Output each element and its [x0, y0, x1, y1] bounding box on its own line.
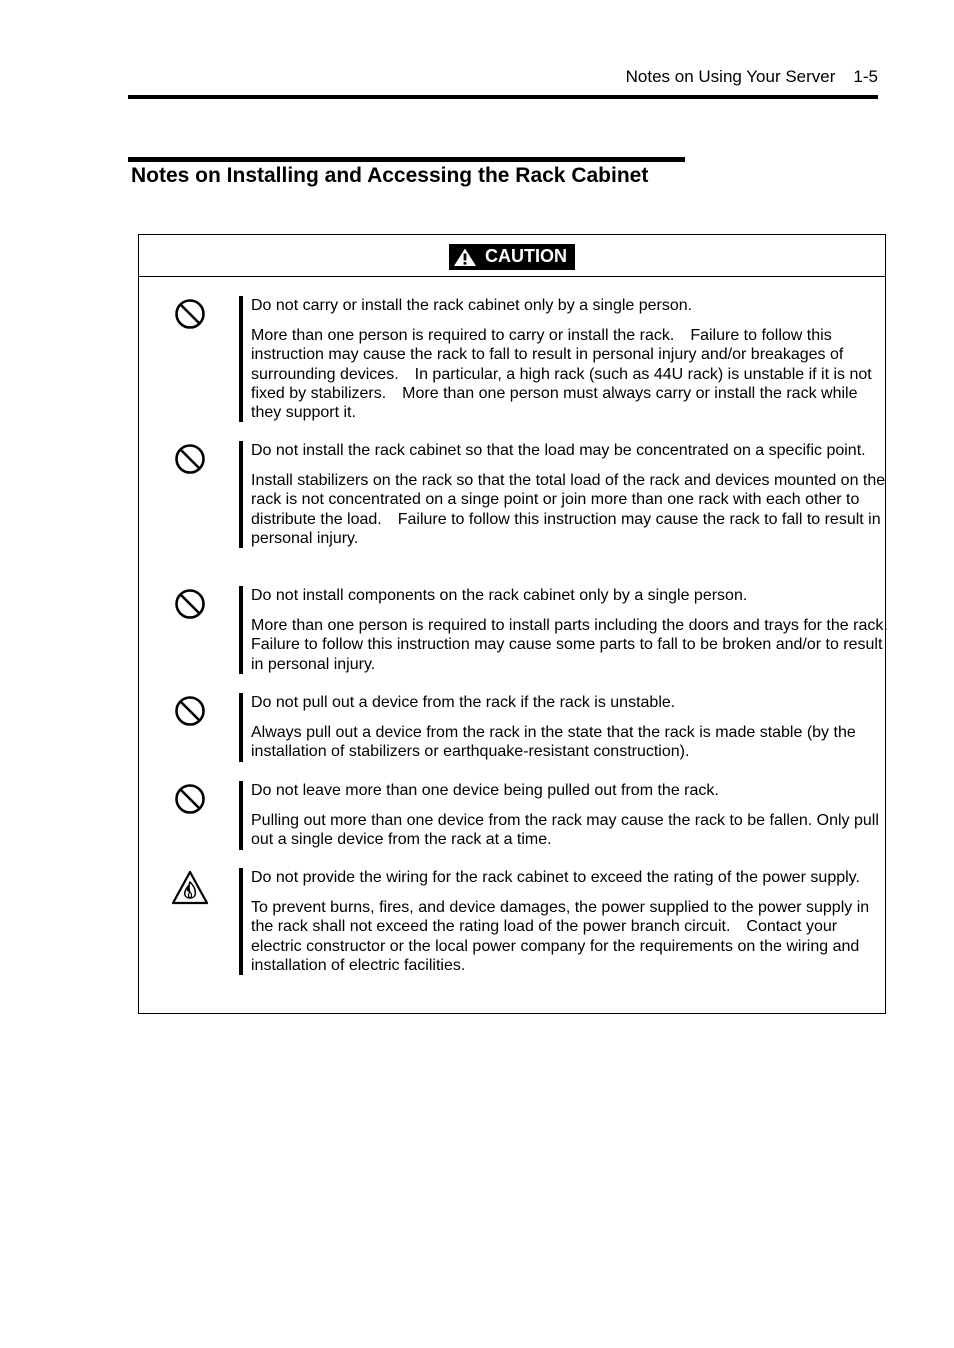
- caution-item-headline: Do not leave more than one device being pulled out from the rack.: [251, 782, 719, 799]
- caution-label: CAUTION: [485, 246, 567, 266]
- caution-badge: [449, 244, 575, 270]
- caution-item-detail: Always pull out a device from the rack in the state that the rack is made stable (by the installation of stabilizers or earthquake-resistant construction).: [251, 724, 856, 761]
- caution-item-headline: Do not pull out a device from the rack if the rack is unstable.: [251, 694, 676, 711]
- caution-item-headline: Do not install components on the rack cabinet only by a single person.: [251, 587, 748, 604]
- caution-item-text: [239, 296, 891, 422]
- section-rule: [128, 157, 685, 162]
- prohibited-icon: [173, 297, 207, 331]
- caution-item-detail: Pulling out more than one device from the rack may cause the rack to be fallen. Only pull out a single device from the rack at a time.: [251, 812, 879, 849]
- header-rule: [128, 95, 878, 99]
- caution-item-text: [239, 586, 904, 674]
- caution-item-headline: Do not install the rack cabinet so that the load may be concentrated on a specific point.: [251, 442, 866, 459]
- caution-item-detail: To prevent burns, fires, and device damages, the power supplied to the power supply in the rack shall not exceed the rating load of the power branch circuit. Contact your electric constructor or the local power company for the requirements on the wiring and installation of electric facilities.: [251, 899, 870, 974]
- caution-item-text: [239, 693, 891, 762]
- caution-box: [138, 234, 904, 1014]
- fire-warning-icon: [171, 870, 209, 906]
- caution-header: [139, 235, 885, 277]
- caution-item-detail: More than one person is required to carry or install the rack. Failure to follow this instruction may cause the rack to fall to result in personal injury and/or breakages of surrounding devices. In particular, a high rack (such as 44U rack) is unstable if it is not fixed by stabilizers. More than one person must always carry or install the rack while they support it.: [251, 327, 872, 422]
- section-title: Notes on Installing and Accessing the Rack Cabinet: [131, 164, 649, 187]
- caution-item-detail: Install stabilizers on the rack so that the total load of the rack and devices mounted on the rack is not concentrated on a singe point or join more than one rack with each other to distribute the load. Failure to follow this instruction may cause the rack to fall to result in personal injury.: [251, 472, 886, 547]
- chapter-title: Notes on Using Your Server: [625, 67, 836, 86]
- caution-item-headline: Do not carry or install the rack cabinet only by a single person.: [251, 297, 693, 314]
- running-header: [128, 66, 878, 88]
- caution-item-detail: More than one person is required to install parts including the doors and trays for the rack. Failure to follow this instruction may cause some parts to fall to be broken and/or to result in personal injury.: [251, 617, 904, 673]
- prohibited-icon: [173, 587, 207, 621]
- caution-item-text: [239, 868, 891, 975]
- warning-triangle-icon: [453, 247, 477, 267]
- caution-item-headline: Do not provide the wiring for the rack cabinet to exceed the rating of the power supply.: [251, 869, 860, 886]
- caution-item-text: [239, 781, 891, 850]
- prohibited-icon: [173, 782, 207, 816]
- page-number: 1-5: [853, 67, 878, 86]
- caution-item-text: [239, 441, 891, 548]
- prohibited-icon: [173, 442, 207, 476]
- prohibited-icon: [173, 694, 207, 728]
